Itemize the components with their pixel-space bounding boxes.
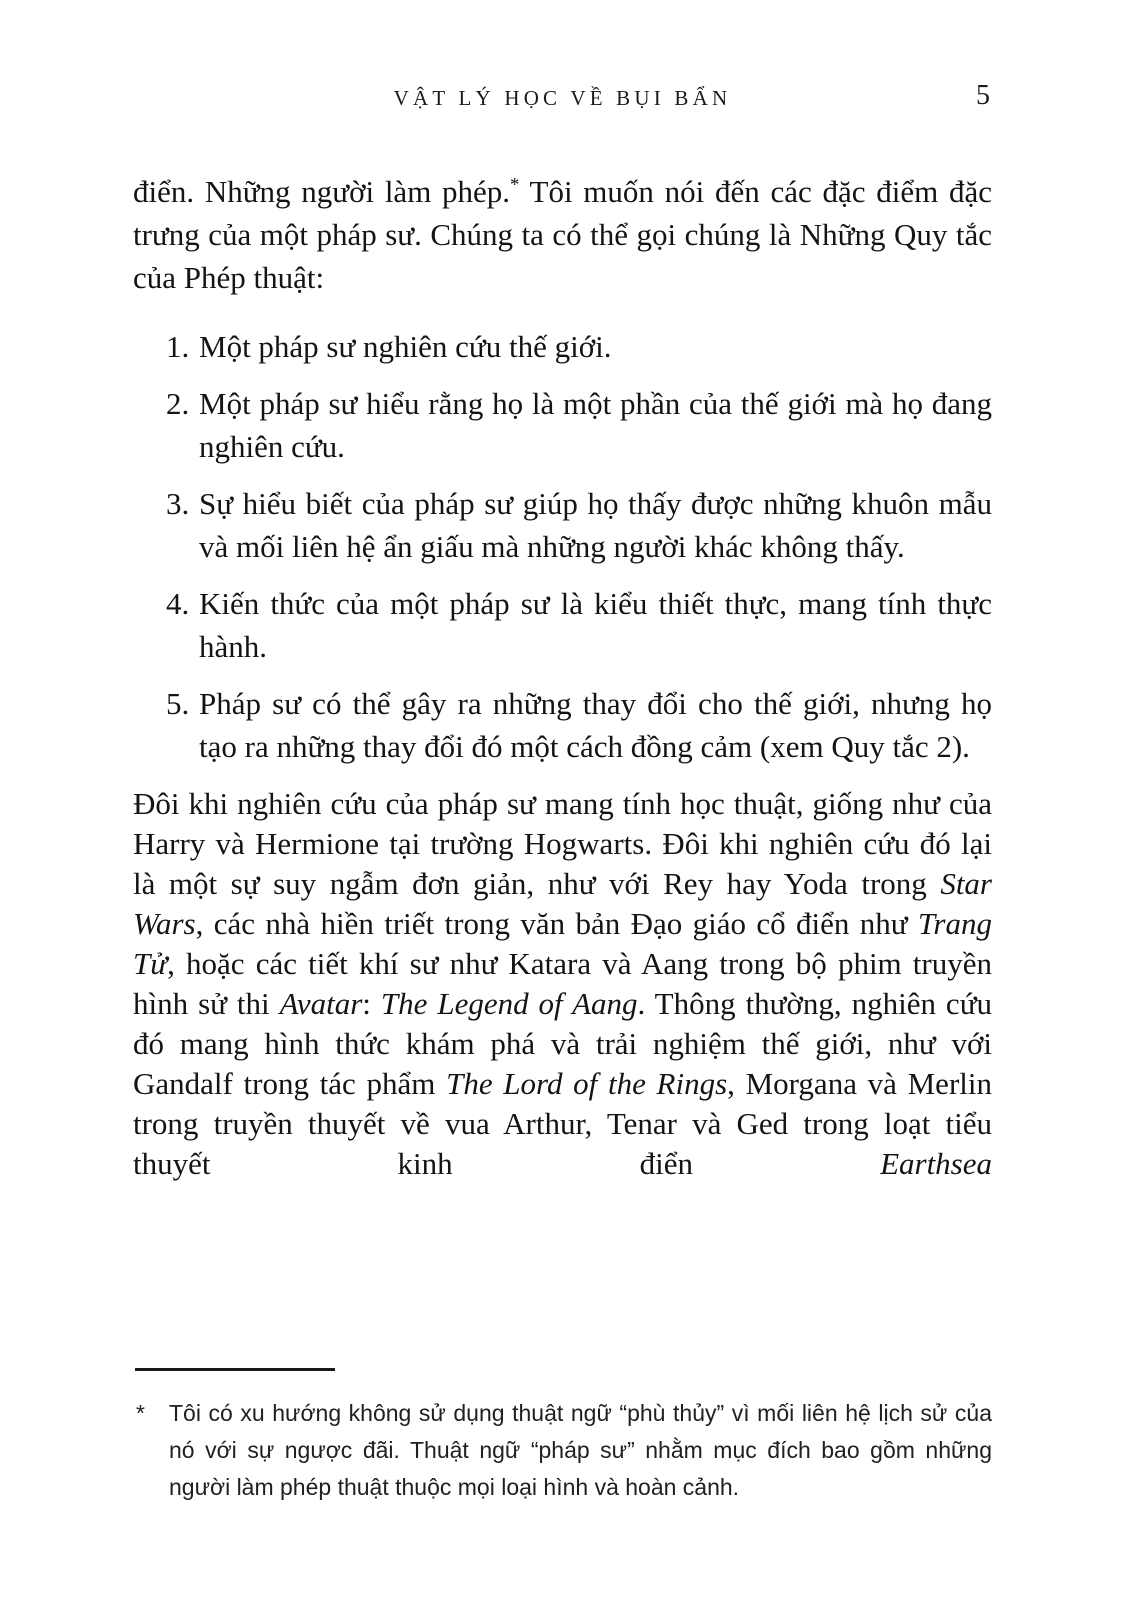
rule-text: Một pháp sư hiểu rằng họ là một phần của thế giới mà họ đang nghiên cứu. bbox=[199, 386, 992, 464]
rule-item bbox=[133, 325, 992, 368]
rule-number: 5. bbox=[166, 686, 190, 721]
footnote-area bbox=[133, 1368, 992, 1506]
opening-paragraph: điển. Những người làm phép.* Tôi muốn nói đến các đặc điểm đặc trưng của một pháp sư. Chúng ta có thể gọi chúng là Những Quy tắc của Phép thuật: bbox=[133, 174, 992, 295]
rules-list bbox=[133, 325, 992, 768]
rule-text: Sự hiểu biết của pháp sư giúp họ thấy được những khuôn mẫu và mối liên hệ ẩn giấu mà những người khác không thấy. bbox=[199, 486, 992, 564]
footnote-marker: * bbox=[136, 1400, 145, 1426]
rule-item bbox=[133, 482, 992, 568]
page-content bbox=[133, 170, 992, 1184]
closing-paragraph: Đôi khi nghiên cứu của pháp sư mang tính học thuật, giống như của Harry và Hermione tại trường Hogwarts. Đôi khi nghiên cứu đó lại là một sự suy ngẫm đơn giản, như với Rey hay Yoda trong Star Wars, các nhà hiền triết trong văn bản Đạo giáo cổ điển như Trang Tử, hoặc các tiết khí sư như Katara và Aang trong bộ phim truyền hình sử thi Avatar: The Legend of Aang. Thông thường, nghiên cứu đó mang hình thức khám phá và trải nghiệm thế giới, như với Gandalf trong tác phẩm The Lord of the Rings, Morgana và Merlin trong truyền thuyết về vua Arthur, Tenar và Ged trong loạt tiểu thuyết kinh điển Earthsea bbox=[133, 786, 992, 1181]
rule-number: 4. bbox=[166, 586, 190, 621]
rule-text: Kiến thức của một pháp sư là kiểu thiết thực, mang tính thực hành. bbox=[199, 586, 992, 664]
rule-text: Pháp sư có thể gây ra những thay đổi cho thế giới, nhưng họ tạo ra những thay đổi đó một cách đồng cảm (xem Quy tắc 2). bbox=[199, 686, 992, 764]
rule-number: 2. bbox=[166, 386, 190, 421]
rule-number: 3. bbox=[166, 486, 190, 521]
rule-number: 1. bbox=[166, 329, 190, 364]
page-number: 5 bbox=[976, 80, 990, 111]
page-header bbox=[133, 80, 992, 112]
running-title: VẬT LÝ HỌC VỀ BỤI BẨN bbox=[393, 86, 732, 110]
footnote-separator bbox=[135, 1368, 335, 1371]
rule-item bbox=[133, 382, 992, 468]
footnote-text: Tôi có xu hướng không sử dụng thuật ngữ “phù thủy” vì mối liên hệ lịch sử của nó với sự ngược đãi. Thuật ngữ “pháp sư” nhằm mục đích bao gồm những người làm phép thuật thuộc mọi loại hình và hoàn cảnh. bbox=[169, 1400, 992, 1500]
rule-item bbox=[133, 582, 992, 668]
rule-text: Một pháp sư nghiên cứu thế giới. bbox=[199, 329, 612, 364]
footnote bbox=[133, 1395, 992, 1506]
rule-item bbox=[133, 682, 992, 768]
